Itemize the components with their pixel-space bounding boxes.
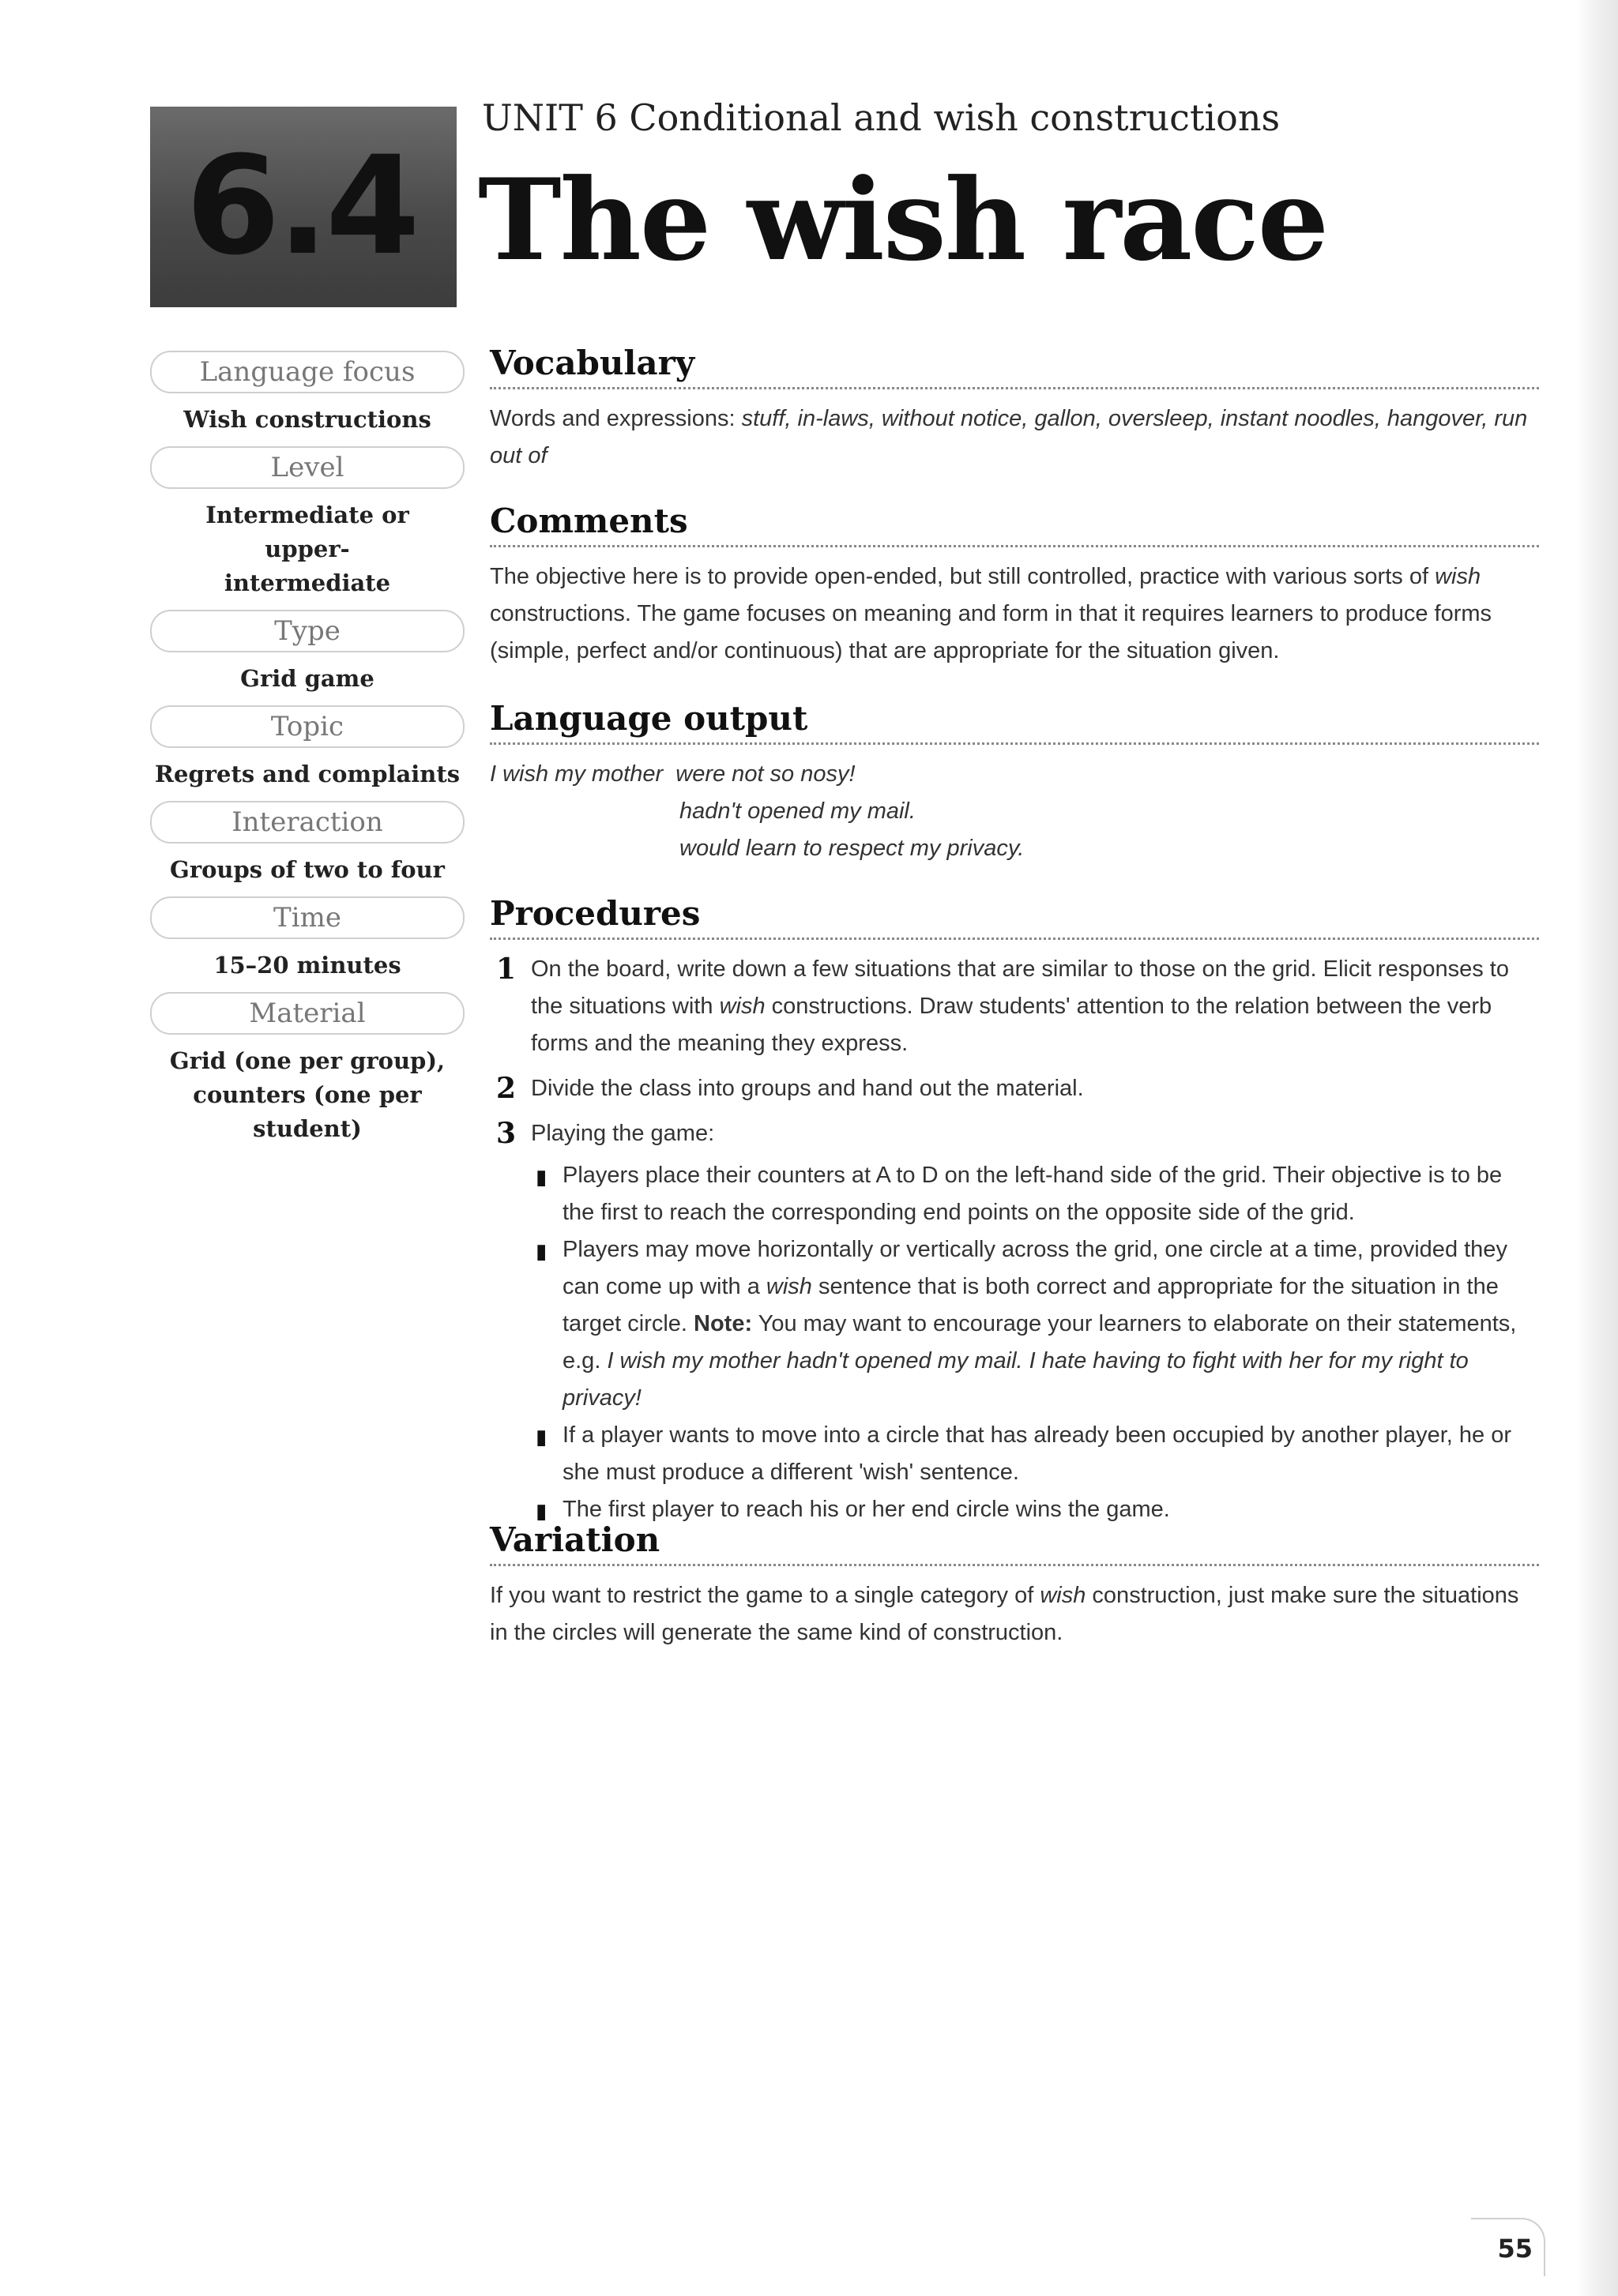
sidebar-label-time: Time — [150, 896, 465, 939]
step-text-part: On the board, write down a few situations that are similar to those on the grid. Elicit responses to the situations with — [531, 956, 1509, 1019]
bullet-marker-icon: ▮ — [536, 1426, 547, 1449]
bullet-marker-icon: ▮ — [536, 1240, 547, 1264]
page-title: The wish race — [478, 155, 1328, 286]
language-output-section — [490, 699, 1539, 867]
step-text — [531, 951, 1539, 1062]
bullet-example: I wish my mother hadn't opened my mail. I hate having to fight with her for my right to privacy! — [563, 1348, 1469, 1411]
bullet-text: Players place their counters at A to D on the left-hand side of the grid. Their objective is to be the first to reach the corresponding end points on the opposite side of the grid. — [563, 1163, 1503, 1225]
bullet-text-emphasis: wish — [766, 1274, 812, 1299]
page-number: 55 — [1471, 2218, 1545, 2276]
sidebar-label-topic: Topic — [150, 705, 465, 748]
procedure-step — [490, 1115, 1539, 1152]
variation-text — [490, 1577, 1539, 1652]
sidebar-value-time: 15–20 minutes — [213, 952, 401, 979]
procedure-bullet — [490, 1417, 1539, 1491]
sidebar-value-language-focus: Wish constructions — [183, 406, 431, 433]
bullet-text-part: Players may move horizontally or vertically across the grid, one circle at a time, provided they can come up with a — [563, 1237, 1507, 1299]
page-edge-shadow — [1577, 0, 1618, 2296]
bullet-text-part: You may want to encourage your learners to elaborate on their statements, e.g. — [563, 1311, 1517, 1373]
sidebar-value-level: Intermediate or upper-intermediate — [205, 502, 409, 596]
language-output-heading: Language output — [490, 699, 1539, 745]
unit-number: 6.4 — [186, 126, 417, 285]
comments-text-part: The objective here is to provide open-ended, but still controlled, practice with various sorts of — [490, 564, 1436, 589]
sidebar-value-interaction: Groups of two to four — [170, 856, 445, 883]
sidebar-value-topic: Regrets and complaints — [154, 761, 461, 787]
sidebar-label-language-focus: Language focus — [150, 351, 465, 393]
step-text-emphasis: wish — [719, 994, 766, 1019]
activity-info-sidebar — [150, 351, 465, 1156]
procedures-section — [490, 894, 1539, 1528]
language-output-line: I wish my mother were not so nosy! — [490, 761, 856, 787]
bullet-marker-icon: ▮ — [536, 1500, 547, 1524]
sidebar-value-type: Grid game — [240, 665, 374, 692]
bullet-text-part: sentence that is both correct and appropriate for the situation in the target circle. — [563, 1274, 1499, 1336]
vocabulary-words: stuff, in-laws, without notice, gallon, oversleep, instant noodles, hangover, run out of — [490, 406, 1528, 468]
step-number: 1 — [496, 953, 517, 986]
variation-heading: Variation — [490, 1520, 1539, 1566]
language-output-line: hadn't opened my mail. — [679, 799, 916, 824]
comments-text-part: constructions. The game focuses on meaning and form in that it requires learners to produce forms (simple, perfect and/or continuous) that are appropriate for the situation given. — [490, 601, 1492, 663]
step-number: 3 — [496, 1117, 517, 1150]
step-text-part: constructions. Draw students' attention to the relation between the verb forms and the meaning they express. — [531, 994, 1492, 1056]
sidebar-label-material: Material — [150, 992, 465, 1035]
step-text: Playing the game: — [531, 1121, 715, 1146]
procedure-bullet — [490, 1231, 1539, 1417]
variation-text-emphasis: wish — [1040, 1583, 1086, 1608]
note-label: Note: — [694, 1311, 753, 1336]
step-text: Divide the class into groups and hand out the material. — [531, 1076, 1084, 1101]
comments-heading: Comments — [490, 502, 1539, 547]
vocabulary-lead: Words and expressions: — [490, 406, 742, 431]
bullet-text: The first player to reach his or her end circle wins the game. — [563, 1497, 1170, 1522]
sidebar-label-type: Type — [150, 610, 465, 652]
vocabulary-text — [490, 400, 1539, 475]
comments-text-emphasis: wish — [1435, 564, 1481, 589]
procedure-step — [490, 1070, 1539, 1107]
comments-text — [490, 558, 1539, 670]
sidebar-value-material: Grid (one per group), counters (one per student) — [169, 1047, 446, 1142]
procedures-heading: Procedures — [490, 894, 1539, 940]
sidebar-label-level: Level — [150, 446, 465, 489]
vocabulary-section — [490, 344, 1539, 475]
procedure-step — [490, 951, 1539, 1062]
procedure-bullet — [490, 1157, 1539, 1231]
bullet-text: If a player wants to move into a circle that has already been occupied by another player, he or she must produce a different 'wish' sentence. — [563, 1422, 1511, 1485]
variation-text-part: construction, just make sure the situations in the circles will generate the same kind of construction. — [490, 1583, 1519, 1645]
bullet-text — [563, 1231, 1539, 1417]
bullet-marker-icon: ▮ — [536, 1166, 547, 1189]
comments-section — [490, 502, 1539, 670]
language-output-line: would learn to respect my privacy. — [679, 836, 1025, 861]
vocabulary-heading: Vocabulary — [490, 344, 1539, 389]
sidebar-label-interaction: Interaction — [150, 801, 465, 844]
unit-line: UNIT 6 Conditional and wish constructions — [482, 96, 1281, 139]
variation-text-part: If you want to restrict the game to a single category of — [490, 1583, 1040, 1608]
variation-section — [490, 1520, 1539, 1652]
step-number: 2 — [496, 1072, 517, 1105]
